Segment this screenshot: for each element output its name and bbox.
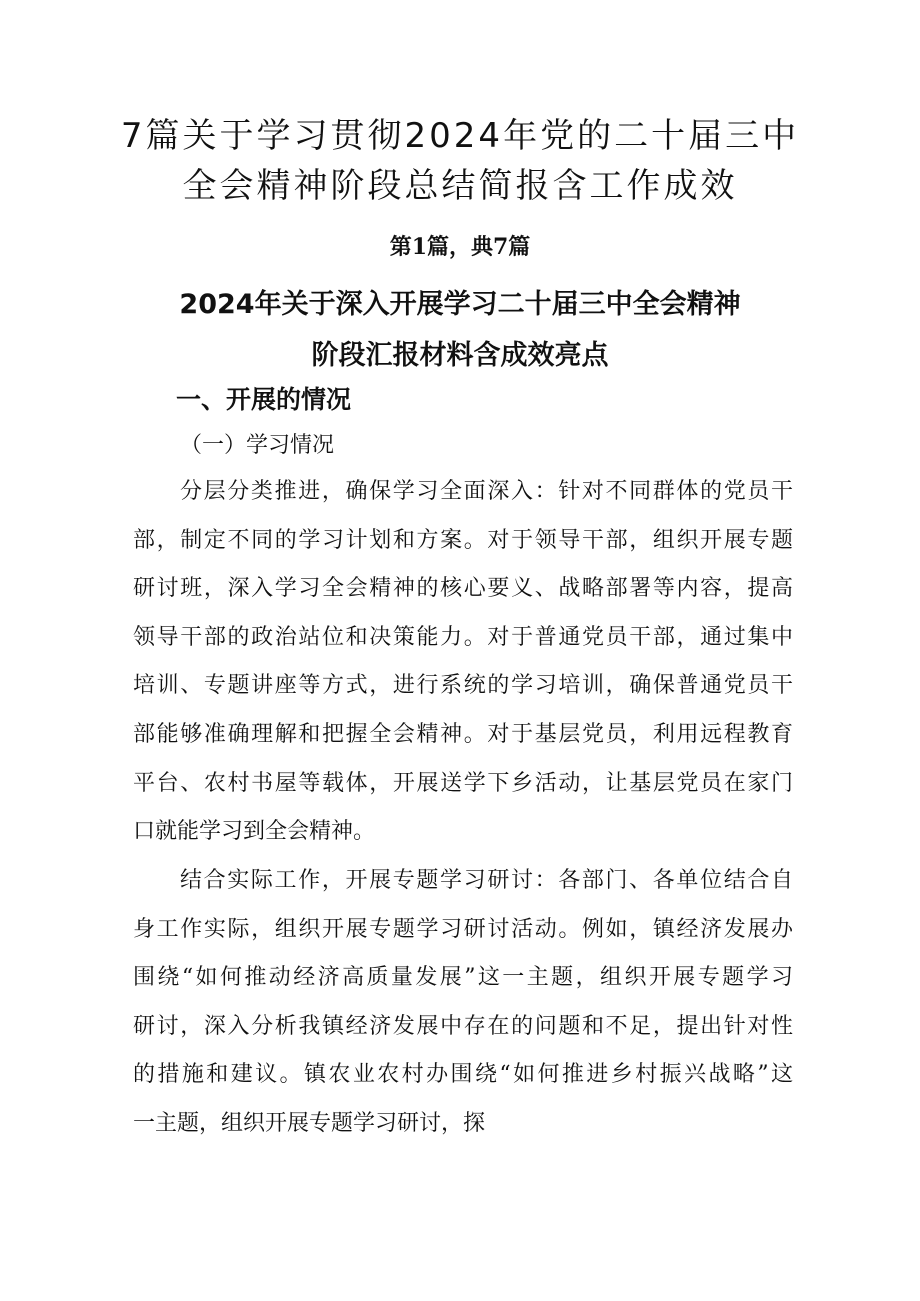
article-heading-line-2: 阶段汇报材料含成效亮点 bbox=[311, 340, 609, 371]
document-title-line-2: 全会精神阶段总结简报含工作成效 bbox=[182, 166, 738, 206]
subsection-heading: （一）学习情况 bbox=[180, 433, 335, 458]
paragraph-line: 领导干部的政治站位和决策能力。对于普通党员干部，通过集中 bbox=[133, 624, 793, 650]
paragraph-line: 围绕“如何推动经济高质量发展”这一主题，组织开展专题学习 bbox=[133, 965, 793, 991]
paragraph-line: 的措施和建议。镇农业农村办围绕“如何推进乡村振兴战略”这 bbox=[133, 1062, 793, 1088]
paragraph-line: 分层分类推进，确保学习全面深入：针对不同群体的党员干 bbox=[180, 479, 793, 504]
paragraph-line: 部能够准确理解和把握全会精神。对于基层党员，利用远程教育 bbox=[133, 721, 793, 747]
paragraph-line: 研讨班，深入学习全会精神的核心要义、战略部署等内容，提高 bbox=[133, 576, 793, 602]
paragraph-line: 培训、专题讲座等方式，进行系统的学习培训，确保普通党员干 bbox=[133, 673, 793, 699]
paragraph-line: 平台、农村书屋等载体，开展送学下乡活动，让基层党员在家门 bbox=[133, 770, 793, 796]
section-heading: 一、开展的情况 bbox=[176, 385, 352, 414]
paragraph-1 bbox=[133, 468, 793, 857]
article-index-subtitle: 第1篇，典7篇 bbox=[389, 234, 531, 260]
paragraph-line: 结合实际工作，开展专题学习研讨：各部门、各单位结合自 bbox=[180, 868, 793, 893]
paragraph-line: 一主题，组织开展专题学习研讨，探 bbox=[133, 1110, 486, 1136]
document-title-line-1: 7篇关于学习贯彻2024年党的二十届三中 bbox=[120, 116, 800, 156]
paragraph-line: 研讨，深入分析我镇经济发展中存在的问题和不足，提出针对性 bbox=[133, 1013, 793, 1039]
paragraph-line: 口就能学习到全会精神。 bbox=[133, 819, 376, 845]
paragraph-line: 身工作实际，组织开展专题学习研讨活动。例如，镇经济发展办 bbox=[133, 916, 793, 942]
article-heading-line-1: 2024年关于深入开展学习二十届三中全会精神 bbox=[179, 289, 741, 320]
paragraph-line: 部，制定不同的学习计划和方案。对于领导干部，组织开展专题 bbox=[133, 527, 793, 553]
paragraph-2 bbox=[133, 857, 793, 1149]
